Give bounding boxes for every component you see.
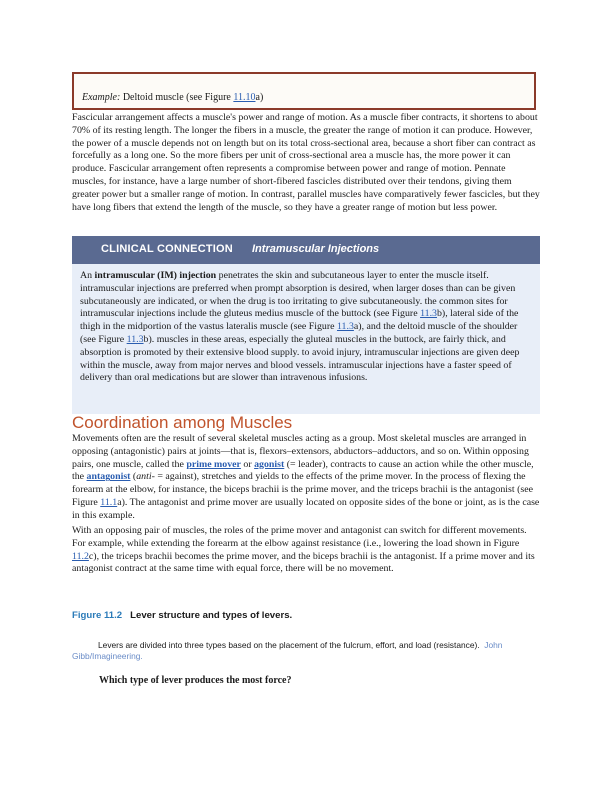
term-prime-mover[interactable]: prime mover (186, 458, 241, 470)
section-heading: Coordination among Muscles (72, 413, 293, 432)
figure-link-11-10[interactable]: 11.10 (233, 92, 256, 103)
term-antagonist[interactable]: antagonist (86, 471, 131, 483)
figure-link-11-1[interactable]: 11.1 (100, 496, 118, 508)
fascicle-paragraph: Fascicular arrangement affects a muscle's power and range of motion. As a muscle fiber contracts, it shortens to about 70% of its resting length. The longer the fibers in a muscle, the greater the range of motion it can produce. However, the power of a muscle depends not on length but on its total cross-sectional area, because a short fiber can contract as forcefully as a long one. So the more fibers per unit of cross-sectional area a muscle has, the more power it can produce. Fascicular arrangement often represents a compromise between power and range of motion. Pennate muscles, for instance, have a large number of short-fibered fascicles distributed over their tendons, giving them greater power but a smaller range of motion. In contrast, parallel muscles have comparatively fewer fascicles, but they have long fibers that extend the length of the muscle, so they have a greater range of motion but less power. (72, 112, 540, 213)
coordination-paragraph-1 (72, 433, 540, 523)
coord-text-c: (= leader), contracts to cause an action while the other muscle, the (72, 458, 534, 483)
clinical-paragraph (80, 270, 532, 385)
clinical-term: intramuscular (IM) injection (94, 270, 217, 281)
clinical-text-1: penetrates the skin and subcutaneous layer to enter the muscle itself. intramuscular injections are preferred when prompt absorption is desired, when larger doses than can be given subcutaneously are indicated, or when the drug is too irritating to give subcutaneously. the common sites for intramuscular injections include the gluteus medius muscle of the buttock (see Figure (80, 270, 516, 320)
coord-anti: anti- (136, 471, 155, 483)
figure-caption (72, 610, 292, 621)
figure-link-11-3[interactable]: 11.3 (420, 308, 437, 320)
review-question: Which type of lever produces the most force? (99, 675, 292, 686)
clinical-text-2: b), lateral side of the thigh in the midportion of the vastus lateralis muscle (see Figure (80, 308, 519, 333)
clinical-intro: An (80, 270, 95, 281)
figure-link-11-3[interactable]: 11.3 (126, 333, 144, 345)
figure-description (72, 640, 540, 662)
coord-text-b: or (240, 458, 255, 470)
clinical-connection-title: Intramuscular Injections (252, 243, 380, 255)
example-body: Deltoid muscle (see Figure (122, 92, 234, 103)
clinical-text-4: b). muscles in these areas, especially the gluteal muscles in the buttock, are fairly thick, and absorption is promoted by their extensive blood supply. to avoid injury, intramuscular injections are given deep within the muscle, away from major nerves and blood vessels. intramuscular injections have a faster speed of delivery than oral medications but are slower than intravenous infusions. (80, 333, 520, 384)
figure-link-11-3[interactable]: 11.3 (336, 321, 354, 333)
example-text (82, 92, 263, 103)
coord-text-d: ( (130, 471, 137, 483)
figure-description-text: Levers are divided into three types based on the placement of the fulcrum, effort, and load (resistance). (98, 640, 480, 650)
clinical-connection-label: CLINICAL CONNECTION (101, 243, 233, 255)
coord-text-e: = against), stretches and yields to the effects of the prime mover. In the process of flexing the forearm at the elbow, for instance, the biceps brachii is the prime mover, and the triceps brachii is the antagonist (see Figure (72, 471, 534, 508)
clinical-connection-body (72, 264, 540, 414)
example-suffix: a) (255, 92, 264, 103)
figure-title: Lever structure and types of levers. (130, 610, 293, 621)
coord2-text-a: With an opposing pair of muscles, the roles of the prime mover and antagonist can switch for different movements. For example, while extending the forearm at the elbow against resistance (i.e., lowering the load shown in Figure (72, 525, 527, 549)
clinical-text-3: a), and the deltoid muscle of the shoulder (see Figure (80, 321, 518, 345)
clinical-connection-header (72, 236, 540, 264)
example-box (72, 72, 536, 110)
coord-text-a: Movements often are the result of several skeletal muscles acting as a group. Most skeletal muscles are arranged in opposing (antagonistic) pairs at joints—that is, flexors–extensors, abductors–adductors, and so on. Within opposing pairs, one muscle, called the (72, 433, 529, 470)
example-label: Example: (82, 92, 121, 103)
term-agonist[interactable]: agonist (254, 458, 285, 470)
figure-label: Figure 11.2 (72, 610, 123, 621)
coord2-text-b: c), the triceps brachii becomes the prime mover, and the biceps brachii is the antagonist. If a prime mover and its antagonist contract at the same time with equal force, there will be no movement. (72, 550, 535, 575)
coordination-paragraph-2 (72, 525, 540, 576)
figure-link-11-2[interactable]: 11.2 (72, 550, 89, 562)
figure-credit: John Gibb/Imagineering. (72, 640, 503, 661)
coord-text-f: a). The antagonist and prime mover are usually located on opposite sides of the bone or joint, as is the case in this example. (72, 496, 540, 521)
